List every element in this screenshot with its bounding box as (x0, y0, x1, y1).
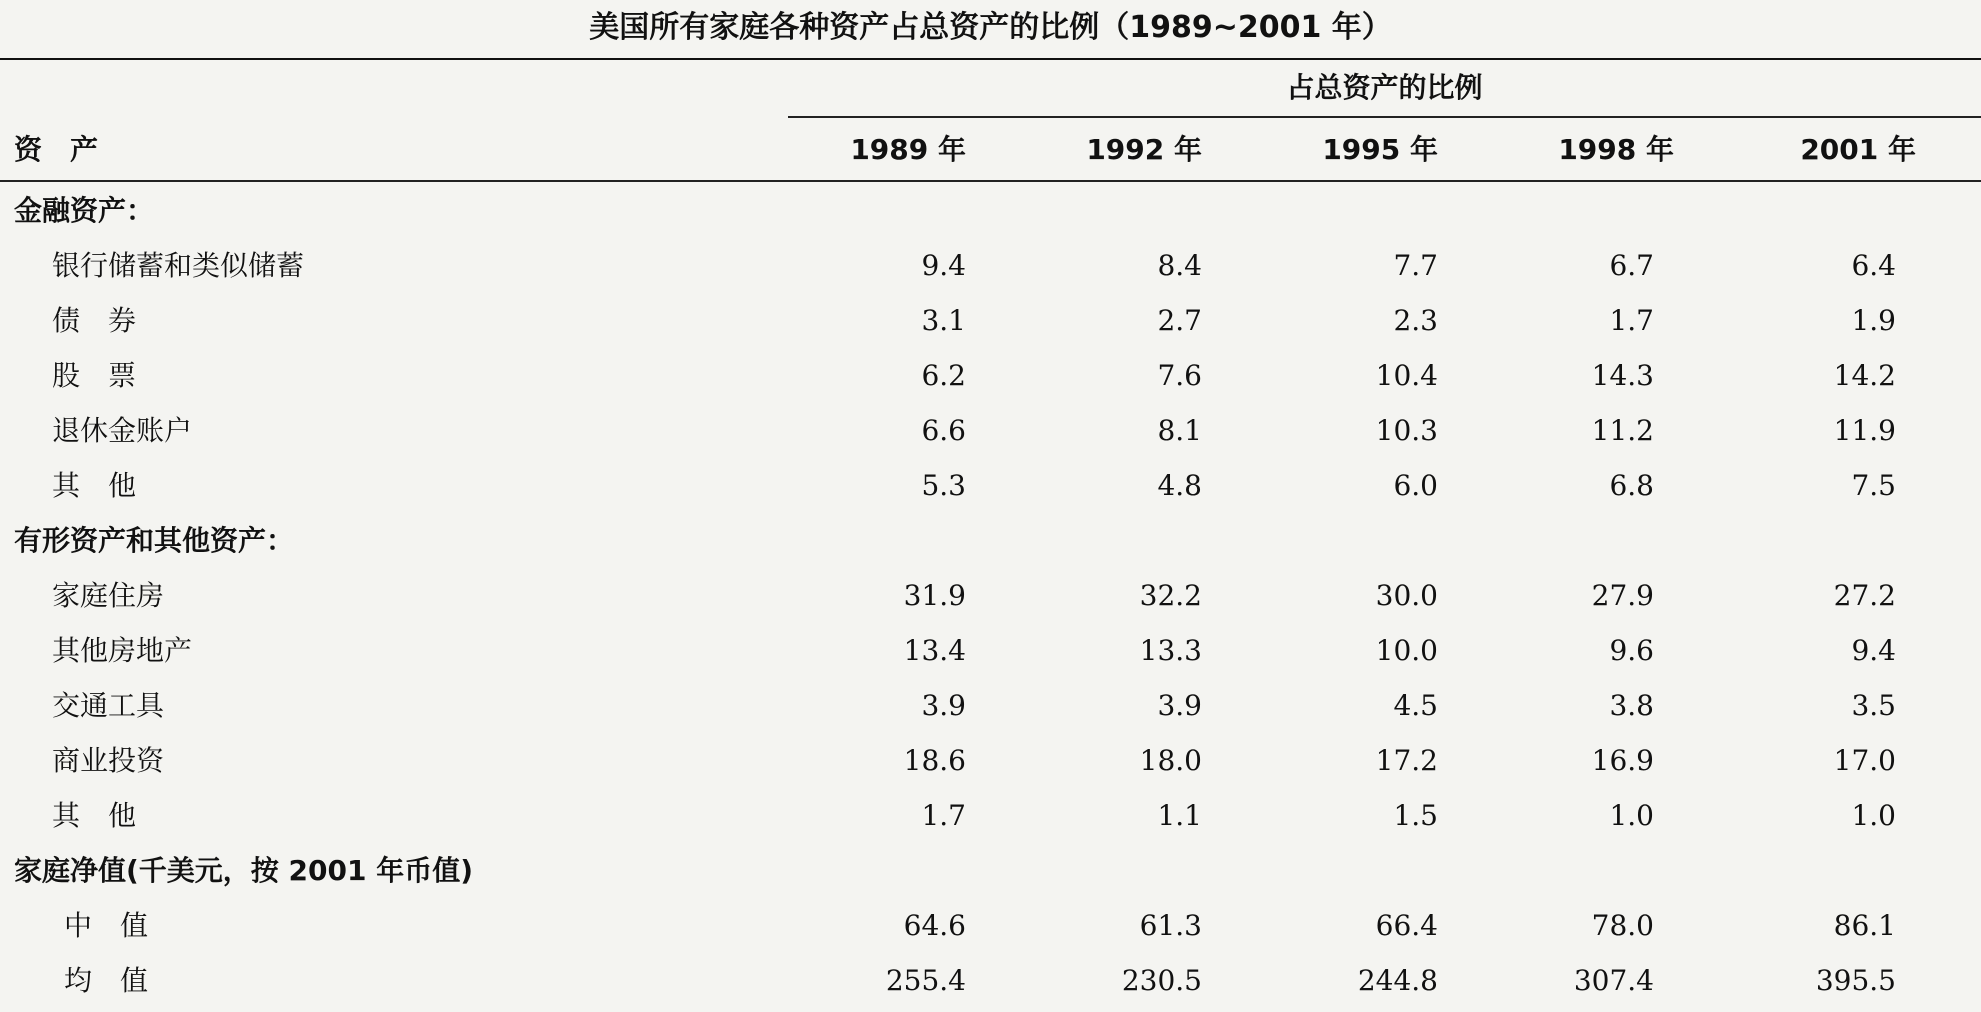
value-cell: 1.1 (1157, 799, 1202, 832)
value-cell: 9.4 (921, 249, 966, 282)
value-cell: 11.9 (1833, 414, 1896, 447)
value-cell: 14.2 (1833, 359, 1896, 392)
table-row (0, 789, 1981, 843)
value-cell: 2.3 (1393, 304, 1438, 337)
value-cell: 27.9 (1591, 579, 1654, 612)
value-cell: 13.4 (903, 634, 966, 667)
row-label: 均 值 (64, 964, 149, 997)
value-cell: 395.5 (1815, 964, 1896, 997)
value-cell: 6.7 (1609, 249, 1654, 282)
value-cell: 3.8 (1609, 689, 1654, 722)
value-cell: 244.8 (1357, 964, 1438, 997)
value-cell: 7.7 (1393, 249, 1438, 282)
section-row (0, 184, 1981, 238)
table-row (0, 734, 1981, 788)
value-cell: 10.3 (1375, 414, 1438, 447)
value-cell: 30.0 (1375, 579, 1438, 612)
table-row (0, 954, 1981, 1008)
row-label: 交通工具 (52, 689, 165, 722)
table-row (0, 679, 1981, 733)
row-label: 债 券 (52, 304, 137, 337)
value-cell: 14.3 (1591, 359, 1654, 392)
value-cell: 78.0 (1591, 909, 1654, 942)
value-cell: 8.4 (1157, 249, 1202, 282)
header-rule (0, 180, 1981, 182)
value-cell: 66.4 (1375, 909, 1438, 942)
value-cell: 1.7 (1609, 304, 1654, 337)
row-label: 中 值 (64, 909, 149, 942)
table-row (0, 239, 1981, 293)
year-header: 1998 年 (1558, 133, 1674, 166)
value-cell: 7.6 (1157, 359, 1202, 392)
value-cell: 17.0 (1833, 744, 1896, 777)
year-header: 1995 年 (1322, 133, 1438, 166)
section-label: 金融资产： (14, 194, 155, 227)
value-cell: 9.4 (1851, 634, 1896, 667)
table-title: 美国所有家庭各种资产占总资产的比例（1989~2001 年） (589, 10, 1392, 45)
row-label: 其 他 (52, 469, 137, 502)
value-cell: 1.9 (1851, 304, 1896, 337)
row-label: 其 他 (52, 799, 137, 832)
year-header: 1989 年 (850, 133, 966, 166)
table-row (0, 569, 1981, 623)
value-cell: 18.0 (1139, 744, 1202, 777)
value-cell: 32.2 (1139, 579, 1202, 612)
value-cell: 64.6 (903, 909, 966, 942)
table-row (0, 404, 1981, 458)
row-label: 退休金账户 (52, 414, 193, 447)
value-cell: 1.7 (921, 799, 966, 832)
value-cell: 1.0 (1851, 799, 1896, 832)
value-cell: 6.8 (1609, 469, 1654, 502)
value-cell: 6.4 (1851, 249, 1896, 282)
row-label: 家庭住房 (52, 579, 165, 612)
value-cell: 4.8 (1157, 469, 1202, 502)
value-cell: 8.1 (1157, 414, 1202, 447)
year-header: 1992 年 (1086, 133, 1202, 166)
value-cell: 3.1 (921, 304, 966, 337)
table-row (0, 349, 1981, 403)
table-row (0, 899, 1981, 953)
section-row (0, 514, 1981, 568)
value-cell: 255.4 (885, 964, 966, 997)
value-cell: 17.2 (1375, 744, 1438, 777)
value-cell: 1.0 (1609, 799, 1654, 832)
value-cell: 3.5 (1851, 689, 1896, 722)
asset-column-header: 资 产 (14, 133, 99, 166)
value-cell: 2.7 (1157, 304, 1202, 337)
value-cell: 86.1 (1833, 909, 1896, 942)
value-cell: 4.5 (1393, 689, 1438, 722)
section-row (0, 844, 1981, 898)
row-label: 股 票 (52, 359, 137, 392)
value-cell: 9.6 (1609, 634, 1654, 667)
value-cell: 307.4 (1573, 964, 1654, 997)
row-label: 银行储蓄和类似储蓄 (52, 249, 305, 282)
value-cell: 31.9 (903, 579, 966, 612)
table-row (0, 624, 1981, 678)
value-cell: 230.5 (1121, 964, 1202, 997)
value-cell: 10.0 (1375, 634, 1438, 667)
year-header: 2001 年 (1800, 133, 1916, 166)
row-label: 商业投资 (52, 744, 165, 777)
value-cell: 7.5 (1851, 469, 1896, 502)
section-label: 有形资产和其他资产： (14, 524, 295, 557)
value-cell: 13.3 (1139, 634, 1202, 667)
value-cell: 11.2 (1591, 414, 1654, 447)
value-cell: 6.2 (921, 359, 966, 392)
value-cell: 10.4 (1375, 359, 1438, 392)
section-label: 家庭净值(千美元，按 2001 年币值) (14, 854, 474, 887)
table-row (0, 294, 1981, 348)
table-row (0, 459, 1981, 513)
value-cell: 27.2 (1833, 579, 1896, 612)
span-rule (788, 116, 1981, 118)
value-cell: 6.0 (1393, 469, 1438, 502)
value-cell: 3.9 (921, 689, 966, 722)
value-cell: 1.5 (1393, 799, 1438, 832)
span-header: 占总资产的比例 (1286, 71, 1483, 104)
value-cell: 5.3 (921, 469, 966, 502)
top-rule (0, 58, 1981, 60)
value-cell: 18.6 (903, 744, 966, 777)
value-cell: 16.9 (1591, 744, 1654, 777)
value-cell: 61.3 (1139, 909, 1202, 942)
row-label: 其他房地产 (52, 634, 193, 667)
value-cell: 3.9 (1157, 689, 1202, 722)
value-cell: 6.6 (921, 414, 966, 447)
